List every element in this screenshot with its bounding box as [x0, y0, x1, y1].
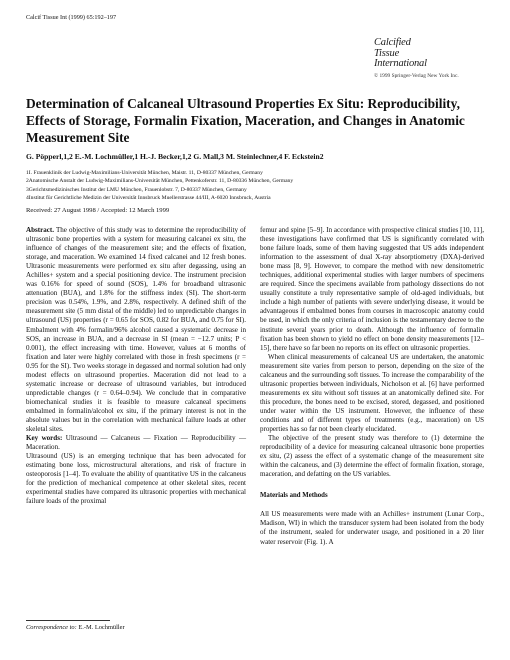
correspondence-name: E.-M. Lochmüller: [78, 624, 125, 631]
affiliations: [26, 169, 293, 203]
affiliation-3: 3Gerichtsmedizinisches Institut der LMU München, Frauenlobstr. 7, D-80337 München, Germany: [26, 186, 247, 193]
affiliation-2: 2Anatomische Anstalt der Ludwig-Maximilians-Universität München, Pettenkoferstr. 11, D-80336 München, Germany: [26, 178, 294, 185]
correspondence-footnote: [26, 624, 125, 631]
abstract-text: The objective of this study was to determine the reproducibility of ultrasonic bone properties with a system for measuring calcanei ex situ, the influence of changes of the measurement site; and the effects of fixation, storage, and maceration. We examined 14 fixed calcanei and 12 fresh bones. Ultrasonic measurements were performed ex situ after degassing, using an Achilles+ system and a special positioning device. The instrument precision was 0.16% for speed of sound (SOS), 1.4% for broadband ultrasonic attenuation (BUA), and 1.8% for the stiffness index (SI). The short-term precision was 0.54%, 1.9%, and 2.8%, respectively. A defined shift of the measurement site (5 mm distal of the middle) led to unpredictable changes in ultrasound (US) properties (r = 0.65 for SOS, 0.82 for BUA, and 0.75 for SI). Embalment with 4% formalin/96% alcohol caused a systematic decrease in SOS, an increase in BUA, and a decrease in SI (mean = −12.7 units; P < 0.001), the effect increasing with time. However, values at 6 months of fixation and later were highly correlated with those in fresh specimens (r = 0.95 for the SI). Two weeks storage in degassed and normal solution had only modest effects on ultrasound properties. Maceration did not lead to a systematic increase or decrease of ultrasound variables, but introduced unpredictable changes (r = 0.64–0.94). We conclude that in comparative biomechanical studies it is feasible to measure calcaneal specimens embalmed in formalin/alcohol ex situ, if the primary interest is not in the absolute values but in the correlation with mechanical failure loads at other skeletal sites.: [26, 226, 246, 434]
journal-citation: Calcif Tissue Int (1999) 65:192–197: [26, 14, 117, 21]
abstract-label: Abstract.: [26, 226, 54, 234]
affiliation-4: 4Institut für Gerichtliche Medizin der Universität Innsbruck Muellerstrasse 44/III, A-6020 Innsbruck, Austria: [26, 195, 271, 202]
body-paragraph-3: The objective of the present study was therefore to (1) determine the reproducibility of a device for measuring calcaneal ultrasonic bone properties ex situ, (2) assess the effect of a systematic change of the measurement site within the calcaneus, and (3) determine the effect of formalin fixation, storage, maceration, and defatting on the US variables.: [260, 434, 484, 479]
author-list: G. Pöpperl,1,2 E.-M. Lochmüller,1 H.-J. Becker,1,2 G. Mall,3 M. Steinlechner,4 F. Eckstein2: [26, 152, 324, 161]
body-paragraph-1: femur and spine [5–9]. In accordance with prospective clinical studies [10, 11], these investigations have confirmed that US is significantly correlated with bone failure loads, some of them having suggested that US adds independent information to the assessment of dual X-ray absorptiometry (DXA)-derived bone mass [8, 9]. However, to compare the method with new densitometric techniques, additional experimental studies with larger numbers of specimens are required. Since the specimens available from pathology dissections do not usually constitute a truly representative sample of old-aged individuals, but include a high number of patients with severe underlying disease, it would be advantageous if embalmed bones from courses in macroscopic anatomy could be used, in which the only criteria of inclusion is the testamentary decree to the institute several years prior to death. Although the influence of formalin fixation has been shown to yield no effect on bone density measurements [12–15], there have so far been no reports on its effect on ultrasonic properties.: [260, 226, 484, 352]
copyright-notice: © 1999 Springer-Verlag New York Inc.: [374, 72, 459, 79]
journal-logo: [374, 38, 484, 79]
section-heading-methods: Materials and Methods: [260, 492, 328, 500]
keywords: [26, 434, 246, 452]
logo-line-calcified: Calcified: [374, 37, 411, 48]
received-dates: Received: 27 August 1998 / Accepted: 12 March 1999: [26, 207, 170, 214]
correspondence-label: Correspondence to:: [26, 624, 77, 631]
logo-line-tissue: Tissue: [374, 47, 400, 59]
left-column: [26, 226, 246, 506]
article-title: Determination of Calcaneal Ultrasound Properties Ex Situ: Reproducibility, Effects of Storage, Formalin Fixation, Maceration, and Changes in Anatomic Measurement Site: [26, 96, 465, 145]
footnote-divider: [26, 620, 110, 621]
abstract: [26, 226, 246, 434]
keywords-text: Ultrasound — Calcaneus — Fixation — Reproducibility — Maceration.: [26, 434, 246, 452]
introduction-paragraph: Ultrasound (US) is an emerging technique that has been advocated for estimating bone loss, microstructural alterations, and risk of fracture in osteoporosis [1–4]. To evaluate the ability of quantitative US in the calcaneus for the prediction of mechanical competence at other skeletal sites, recent experimental studies have compared its ultrasonic properties with mechanical failure loads of the proximal: [26, 452, 246, 506]
logo-line-international: International: [374, 58, 427, 69]
body-paragraph-2: When clinical measurements of calcaneal US are undertaken, the anatomic measurement site varies from person to person, depending on the size of the calcaneus and the surrounding soft tissues. To increase the comparability of the ultrasonic properties between individuals, Nicholson et al. [6] have performed measurements ex situ without soft tissues at an anatomically defined site. For this procedure, the bones need to be excised, stored, degassed, and positioned under water within the US instrument. However, the influence of these conditions and of different types of treatments (e.g., maceration) on US properties has so far not been clearly elucidated.: [260, 352, 484, 434]
keywords-label: Key words:: [26, 434, 63, 443]
right-column: [260, 226, 484, 547]
affiliation-1: 1I. Frauenklinik der Ludwig-Maximilians-Universität München, Maistr. 11, D-80337 München, Germany: [26, 170, 263, 176]
body-paragraph-4: All US measurements were made with an Achilles+ instrument (Lunar Corp., Madison, WI) in which the transducer system had been isolated from the body of the instrument, sealed for underwater usage, and positioned in a 20 liter water reservoir (Fig. 1). A: [260, 510, 484, 546]
